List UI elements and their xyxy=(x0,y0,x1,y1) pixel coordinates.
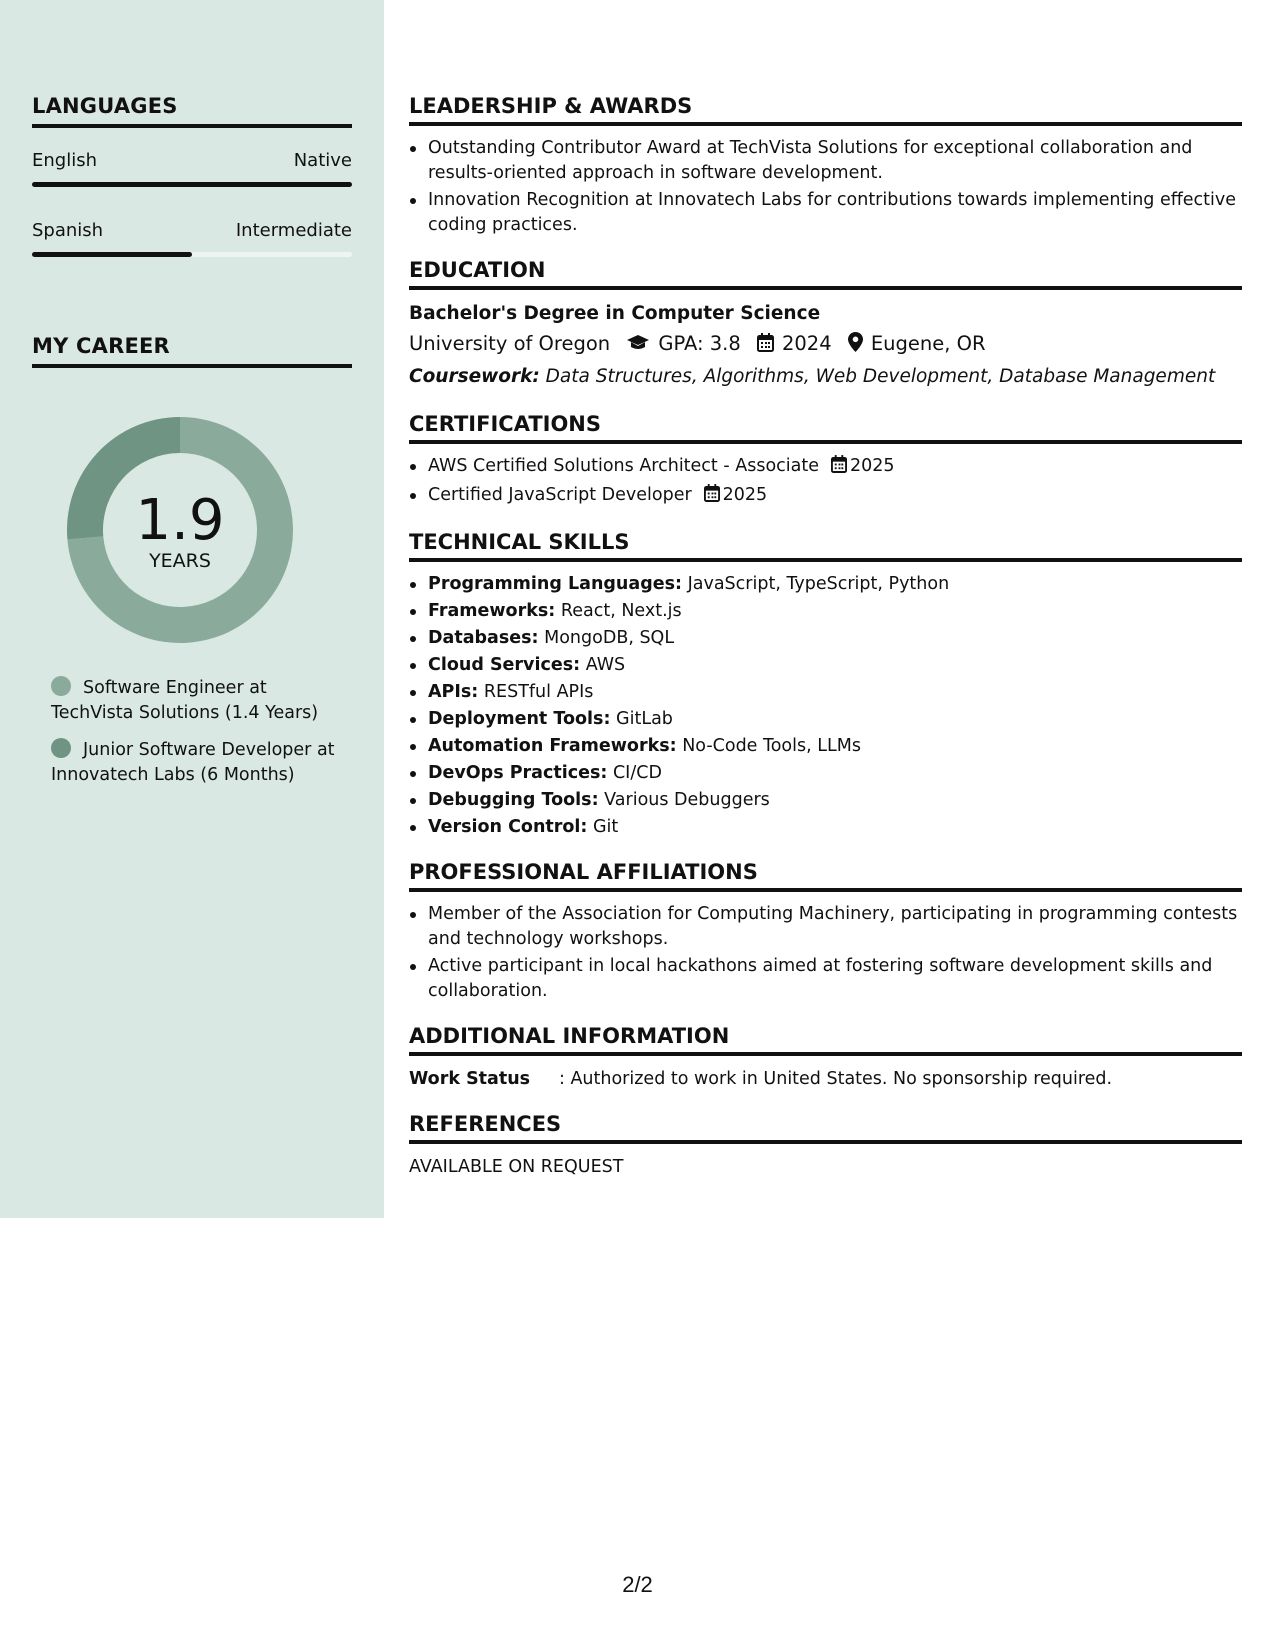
language-row-english xyxy=(32,128,352,190)
calendar-icon xyxy=(704,484,720,510)
languages-heading: LANGUAGES xyxy=(32,94,352,128)
skill-item xyxy=(409,707,1242,732)
list-item: Member of the Association for Computing Machinery, participating in programming contests and technology workshops. xyxy=(409,902,1242,952)
skill-item xyxy=(409,761,1242,786)
education-details xyxy=(409,328,1242,362)
career-list xyxy=(51,676,351,800)
career-item xyxy=(51,676,351,726)
list-item: Active participant in local hackathons aimed at fostering software development skills and collaboration. xyxy=(409,954,1242,1004)
skill-item xyxy=(409,599,1242,624)
career-item-text: Junior Software Developer at Innovatech Labs (6 Months) xyxy=(51,740,335,785)
education-section xyxy=(409,258,1242,392)
work-status-value: : Authorized to work in United States. No sponsorship required. xyxy=(559,1069,1113,1089)
certifications-heading: CERTIFICATIONS xyxy=(409,412,1242,444)
certifications-section xyxy=(409,412,1242,510)
career-total-unit: YEARS xyxy=(149,550,211,572)
list-item: Outstanding Contributor Award at TechVista Solutions for exceptional collaboration and results-oriented approach in software development. xyxy=(409,136,1242,186)
skill-value: GitLab xyxy=(616,709,673,729)
skill-value: No-Code Tools, LLMs xyxy=(682,736,861,756)
language-proficiency-fill xyxy=(32,252,192,257)
skill-label: APIs: xyxy=(428,682,479,702)
skill-label: Frameworks: xyxy=(428,601,556,621)
degree-title: Bachelor's Degree in Computer Science xyxy=(409,303,821,324)
additional-info-section xyxy=(409,1024,1242,1092)
leadership-section xyxy=(409,94,1242,238)
skill-item xyxy=(409,788,1242,813)
references-text: AVAILABLE ON REQUEST xyxy=(409,1157,624,1177)
leadership-heading: LEADERSHIP & AWARDS xyxy=(409,94,1242,126)
language-name: Spanish xyxy=(32,220,104,241)
skill-label: Programming Languages: xyxy=(428,574,683,594)
skill-value: React, Next.js xyxy=(560,601,682,621)
list-item xyxy=(409,483,1242,510)
skill-item xyxy=(409,653,1242,678)
career-section xyxy=(32,334,352,368)
skills-list xyxy=(409,572,1242,840)
cert-year: 2025 xyxy=(849,456,895,476)
skill-value: Git xyxy=(593,817,619,837)
affiliations-heading: PROFESSIONAL AFFILIATIONS xyxy=(409,860,1242,892)
coursework-label: Coursework: xyxy=(409,366,540,387)
skill-item xyxy=(409,680,1242,705)
language-level: Native xyxy=(293,150,352,171)
skill-label: Debugging Tools: xyxy=(428,790,599,810)
cert-name: Certified JavaScript Developer xyxy=(428,485,692,505)
affiliations-list xyxy=(409,902,1242,1004)
list-item: Innovation Recognition at Innovatech Labs for contributions towards implementing effective coding practices. xyxy=(409,188,1242,238)
language-proficiency-fill xyxy=(32,182,352,187)
work-status-label: Work Status xyxy=(409,1069,531,1089)
cert-year: 2025 xyxy=(722,485,768,505)
skill-value: Various Debuggers xyxy=(604,790,770,810)
skills-heading: TECHNICAL SKILLS xyxy=(409,530,1242,562)
graduation-cap-icon xyxy=(626,330,650,362)
page-number: 2/2 xyxy=(622,1572,653,1597)
skill-item xyxy=(409,572,1242,597)
location-pin-icon xyxy=(848,330,863,362)
additional-info-heading: ADDITIONAL INFORMATION xyxy=(409,1024,1242,1056)
skill-value: JavaScript, TypeScript, Python xyxy=(687,574,950,594)
education-heading: EDUCATION xyxy=(409,258,1242,290)
work-status-row xyxy=(409,1066,1242,1092)
certifications-list xyxy=(409,454,1242,510)
career-heading: MY CAREER xyxy=(32,334,352,368)
skill-value: MongoDB, SQL xyxy=(544,628,675,648)
career-item xyxy=(51,738,351,788)
graduation-year: 2024 xyxy=(781,332,832,355)
career-item-text: Software Engineer at TechVista Solutions (1.4 Years) xyxy=(51,678,319,723)
sidebar xyxy=(0,0,384,1218)
skill-label: DevOps Practices: xyxy=(428,763,608,783)
references-section xyxy=(409,1112,1242,1180)
affiliations-section xyxy=(409,860,1242,1004)
calendar-icon xyxy=(757,330,774,362)
cert-name: AWS Certified Solutions Architect - Associate xyxy=(428,456,819,476)
language-level: Intermediate xyxy=(235,220,352,241)
skill-value: CI/CD xyxy=(612,763,662,783)
skill-label: Automation Frameworks: xyxy=(428,736,677,756)
skills-section xyxy=(409,530,1242,840)
leadership-list xyxy=(409,136,1242,238)
career-donut-chart xyxy=(64,414,296,646)
language-name: English xyxy=(32,150,97,171)
career-legend-dot xyxy=(51,676,71,696)
school-name: University of Oregon xyxy=(409,332,611,355)
school-location: Eugene, OR xyxy=(870,332,986,355)
skill-item xyxy=(409,815,1242,840)
skill-value: RESTful APIs xyxy=(483,682,594,702)
skill-value: AWS xyxy=(585,655,626,675)
language-proficiency-bar xyxy=(32,182,352,187)
skill-label: Cloud Services: xyxy=(428,655,581,675)
language-row-spanish xyxy=(32,198,352,260)
list-item xyxy=(409,454,1242,481)
career-total-years: 1.9 xyxy=(135,488,225,553)
language-proficiency-bar xyxy=(32,252,352,257)
skill-item xyxy=(409,626,1242,651)
skill-label: Version Control: xyxy=(428,817,588,837)
calendar-icon xyxy=(831,455,847,481)
coursework-text: Data Structures, Algorithms, Web Development, Database Management xyxy=(545,366,1216,387)
skill-label: Databases: xyxy=(428,628,539,648)
career-legend-dot xyxy=(51,738,71,758)
references-heading: REFERENCES xyxy=(409,1112,1242,1144)
skill-label: Deployment Tools: xyxy=(428,709,611,729)
gpa: GPA: 3.8 xyxy=(658,332,741,355)
coursework xyxy=(409,362,1242,392)
main-content xyxy=(409,94,1242,1200)
languages-section xyxy=(32,94,352,260)
skill-item xyxy=(409,734,1242,759)
